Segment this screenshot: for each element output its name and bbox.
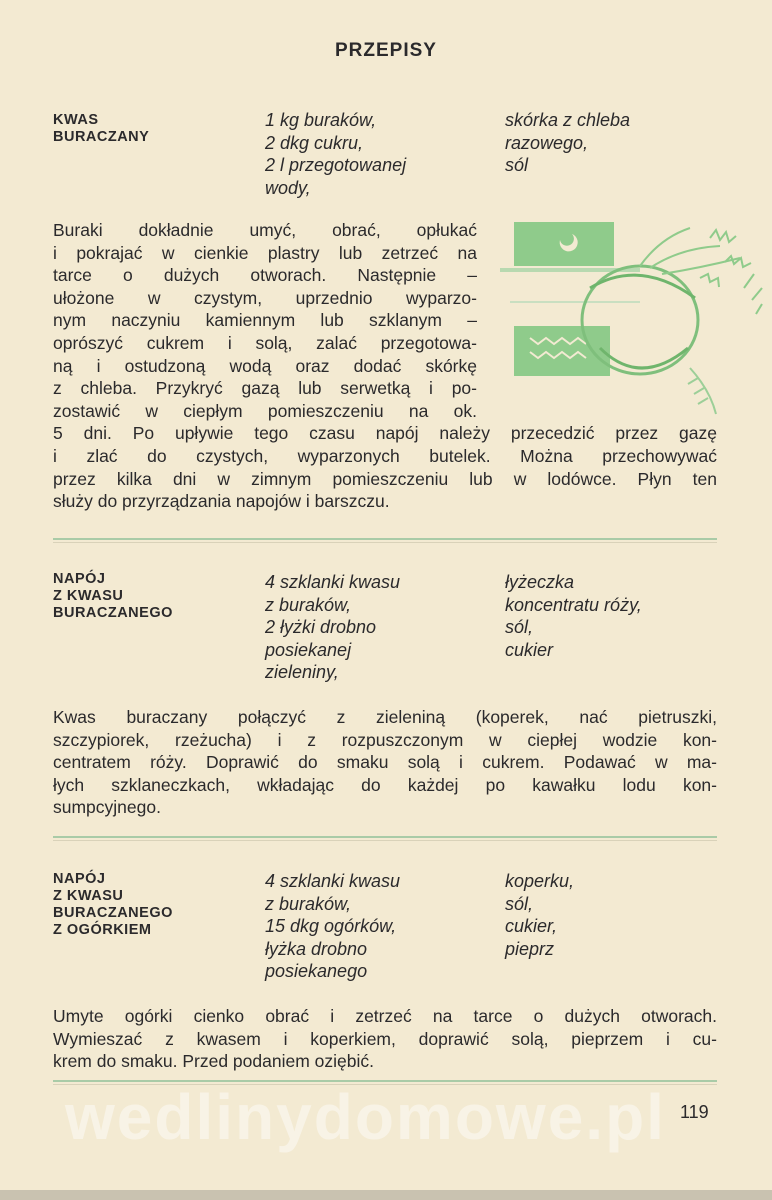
text-line: tarce o dużych otworach. Następnie –: [53, 265, 477, 286]
ingredient: 4 szklanki kwasu: [265, 871, 401, 891]
text-line: ułożone w czystym, uprzednio wyparzo-: [53, 287, 477, 308]
ingredient: łyżeczka: [505, 572, 575, 592]
ingredient: wody,: [265, 177, 311, 198]
ingredient: posiekanej: [265, 639, 352, 660]
recipe-1-ingredients-col2: [505, 109, 630, 177]
beetroot-icon: [500, 222, 762, 414]
recipe-name-line: BURACZANEGO: [53, 605, 173, 621]
text-line: sumpcyjnego.: [53, 797, 161, 818]
text-line: krem do smaku. Przed podaniem oziębić.: [53, 1051, 374, 1072]
text-line: zostawić w ciepłym pomieszczeniu na ok.: [53, 400, 477, 421]
page-edge: [0, 1190, 772, 1200]
text-line: ną i ostudzoną wodą oraz dodać skórkę: [53, 355, 477, 376]
text-line: Umyte ogórki cienko obrać i zetrzeć na tarce o dużych otworach.: [53, 1006, 717, 1026]
text-line: nym naczyniu kamiennym lub szklanym –: [53, 310, 477, 331]
text-line: służy do przyrządzania napojów i barszczu.: [53, 491, 390, 512]
recipe-2-name: [53, 571, 173, 622]
ingredient: pieprz: [505, 938, 555, 959]
ingredient: 2 l przegotowanej: [265, 155, 407, 175]
beetroot-illustration: [490, 218, 772, 420]
page-title: PRZEPISY: [335, 40, 437, 61]
section-divider: [53, 538, 717, 540]
text-line: oprószyć cukrem i solą, zalać przegotowa-: [53, 332, 477, 353]
ingredient: 15 dkg ogórków,: [265, 916, 397, 936]
recipe-name-line: BURACZANY: [53, 129, 150, 145]
section-divider: [53, 836, 717, 838]
recipe-1-ingredients-col1: [265, 109, 406, 199]
ingredient: sól,: [505, 617, 534, 637]
recipe-3-ingredients-col1: [265, 870, 400, 983]
recipe-name-line: Z KWASU: [53, 888, 124, 904]
recipe-1-name: [53, 112, 149, 146]
text-line: i pokrajać w cienkie plastry lub zetrzeć na: [53, 242, 477, 263]
text-line: szczypiorek, rzeżucha) i z rozpuszczonym w ciepłej wodzie kon-: [53, 729, 717, 750]
recipe-name-line: NAPÓJ: [53, 571, 106, 587]
ingredient: z buraków,: [265, 893, 352, 914]
ingredient: zieleniny,: [265, 662, 339, 682]
recipe-name-line: Z OGÓRKIEM: [53, 922, 152, 938]
recipe-name-line: NAPÓJ: [53, 871, 106, 887]
ingredient: skórka z chleba: [505, 110, 631, 130]
ingredient: 1 kg buraków,: [265, 110, 377, 130]
ingredient: łyżka drobno: [265, 938, 368, 959]
ingredient: koperku,: [505, 871, 575, 891]
text-line: łych szklaneczkach, wkładając do każdej po kawałku lodu kon-: [53, 774, 717, 795]
recipe-2-ingredients-col1: [265, 571, 400, 684]
text-line: Buraki dokładnie umyć, obrać, opłukać: [53, 220, 477, 240]
text-line: Wymieszać z kwasem i koperkiem, doprawić solą, pieprzem i cu-: [53, 1028, 717, 1049]
ingredient: 2 dkg cukru,: [265, 132, 364, 153]
recipe-2-ingredients-col2: [505, 571, 642, 661]
ingredient: sól,: [505, 893, 534, 914]
text-line: przez kilka dni w zimnym pomieszczeniu lub w lodówce. Płyn ten: [53, 468, 717, 489]
text-line: Kwas buraczany połączyć z zieleniną (koperek, nać pietruszki,: [53, 707, 717, 727]
ingredient: cukier,: [505, 916, 558, 936]
recipe-name-line: BURACZANEGO: [53, 905, 173, 921]
recipe-name-line: KWAS: [53, 112, 99, 128]
text-line: i zlać do czystych, wyparzonych butelek. Można przechowywać: [53, 445, 717, 466]
ingredient: posiekanego: [265, 961, 368, 981]
recipe-2-instructions: [53, 706, 717, 819]
page-number: 119: [680, 1102, 709, 1122]
ingredient: razowego,: [505, 132, 589, 153]
recipe-3-name: [53, 871, 173, 939]
ingredient: 4 szklanki kwasu: [265, 572, 401, 592]
recipe-3-ingredients-col2: [505, 870, 574, 960]
ingredient: cukier: [505, 639, 554, 660]
text-line: centratem róży. Doprawić do smaku solą i cukrem. Podawać w ma-: [53, 752, 717, 773]
text-line: 5 dni. Po upływie tego czasu napój należy przecedzić przez gazę: [53, 423, 717, 444]
recipe-name-line: Z KWASU: [53, 588, 124, 604]
text-line: z chleba. Przykryć gazą lub serwetką i po-: [53, 378, 477, 399]
ingredient: 2 łyżki drobno: [265, 617, 377, 637]
ingredient: koncentratu róży,: [505, 594, 642, 615]
recipe-3-instructions: [53, 1005, 717, 1073]
watermark: wedlinydomowe.pl: [65, 1081, 666, 1153]
ingredient: z buraków,: [265, 594, 352, 615]
ingredient: sól: [505, 155, 529, 175]
